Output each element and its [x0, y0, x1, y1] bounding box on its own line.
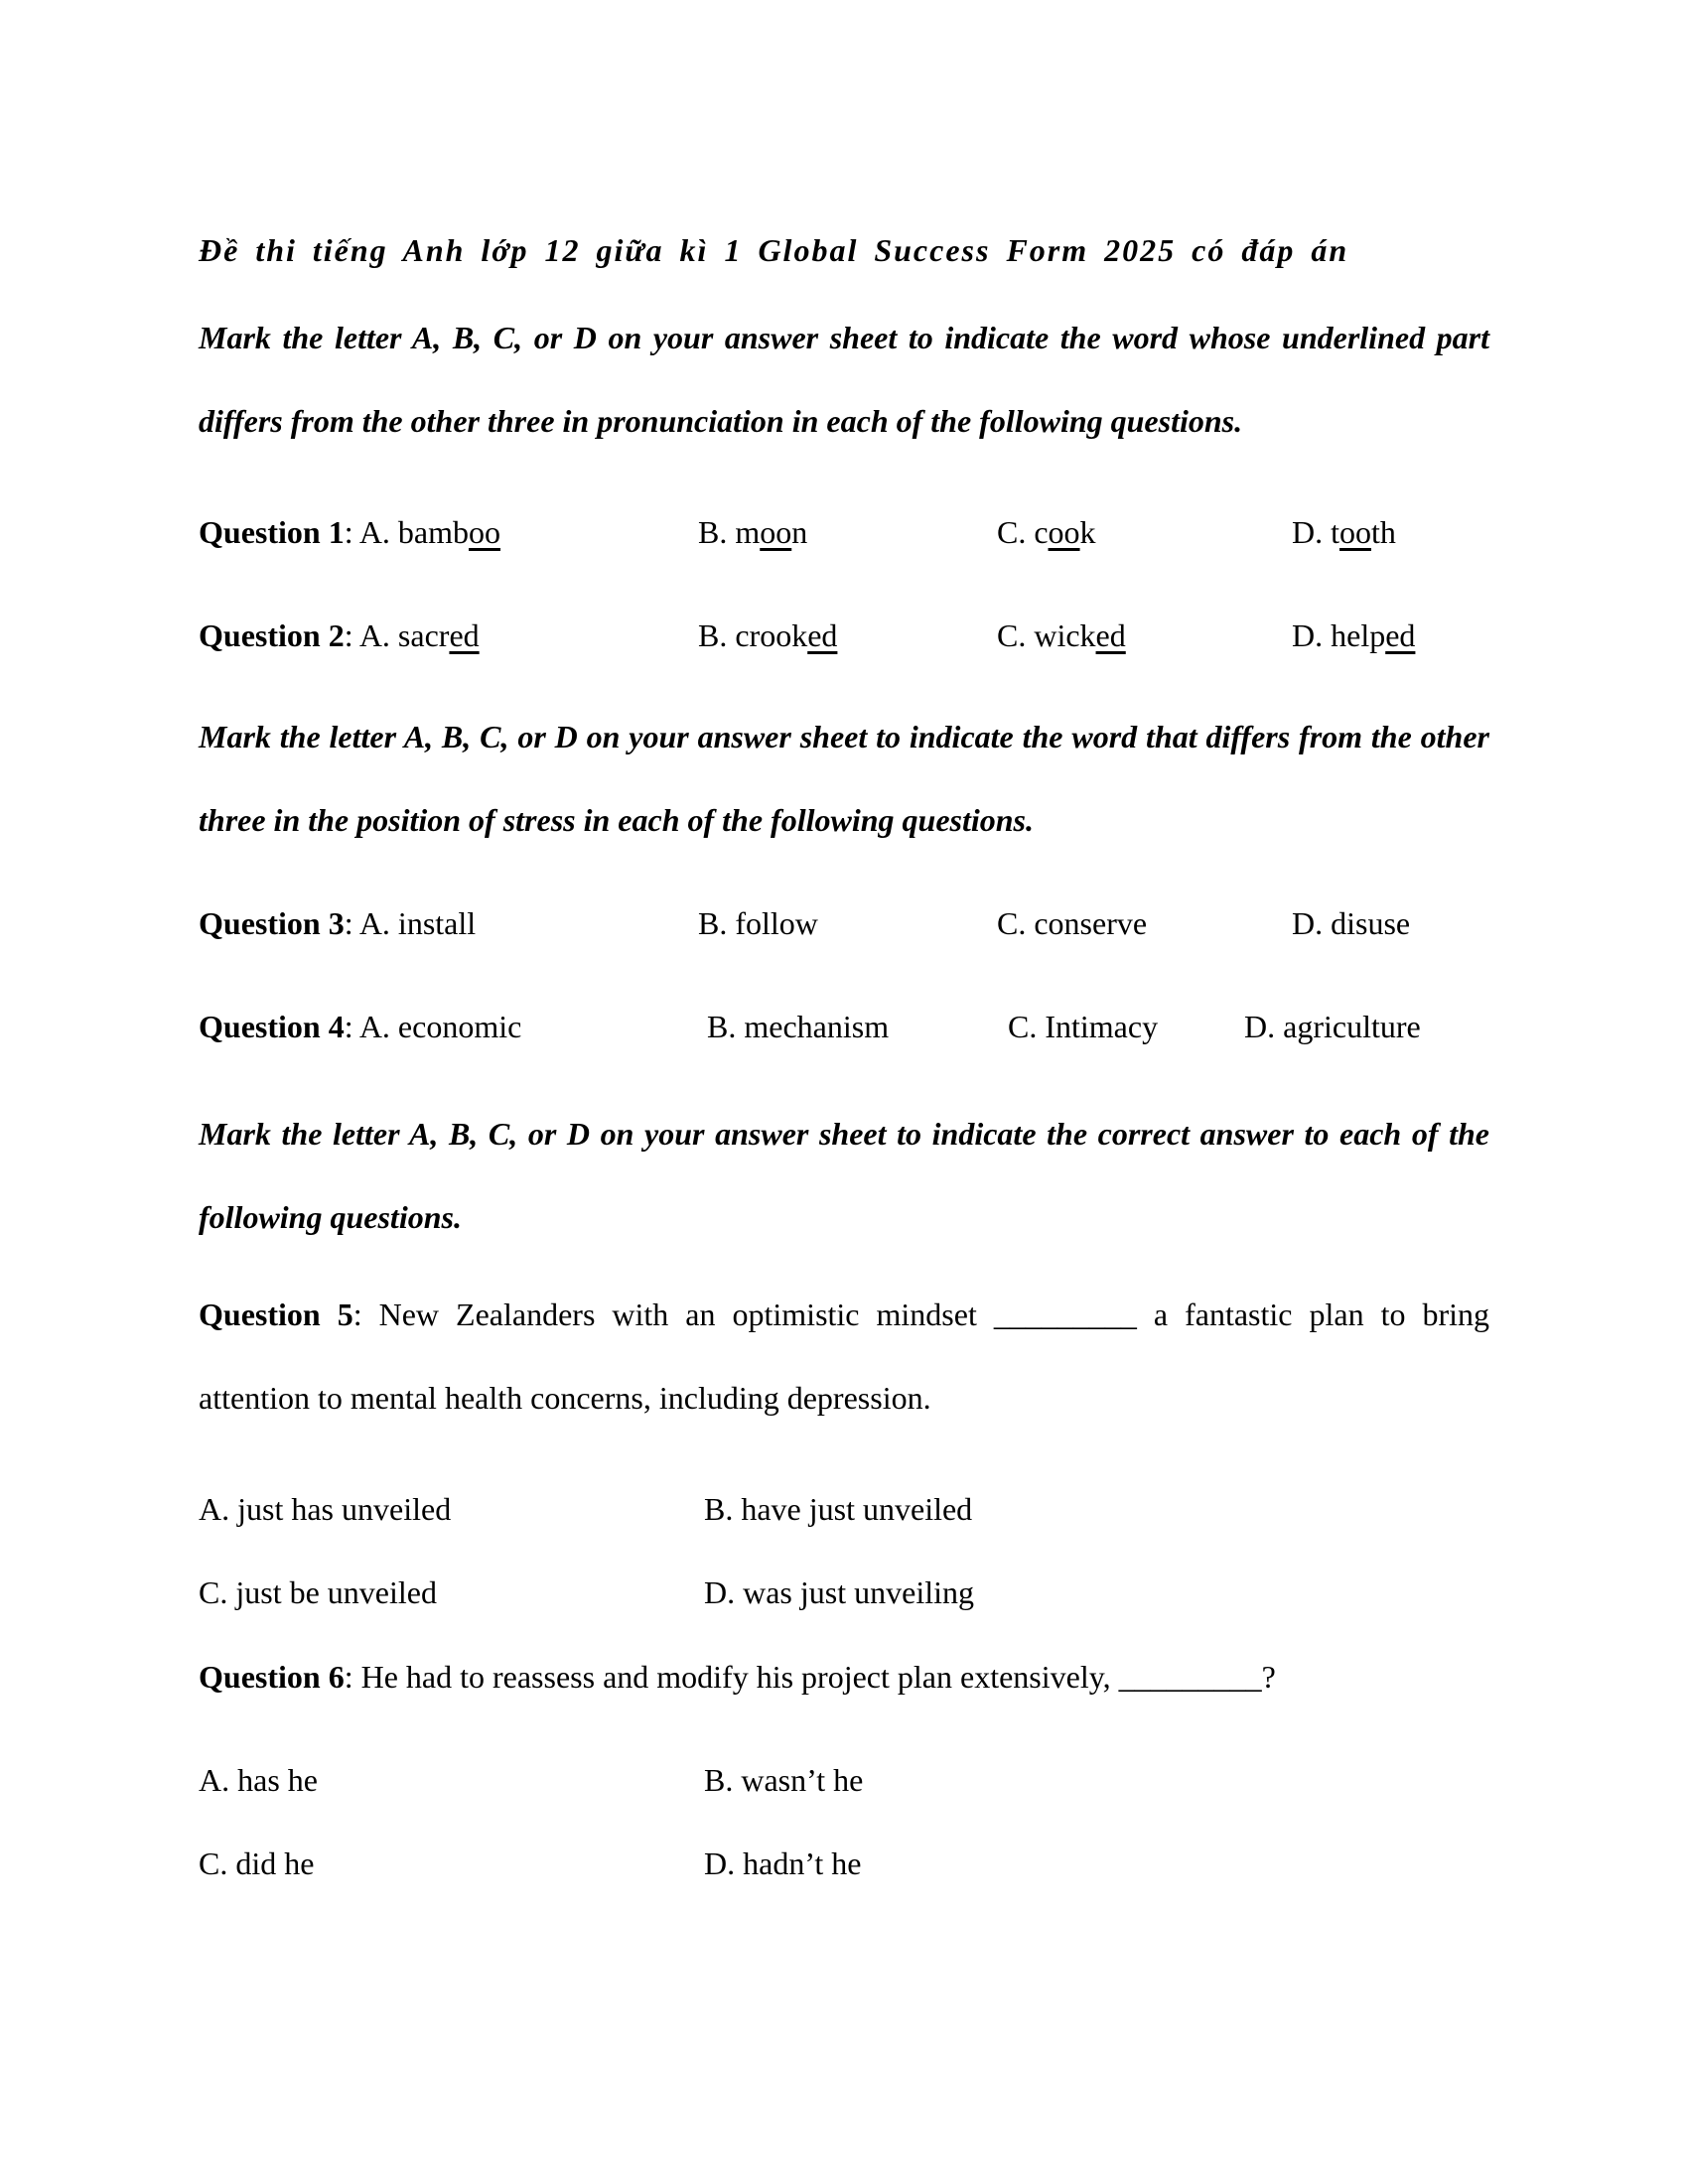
option-letter: A. — [358, 514, 390, 550]
question-3-option-a — [199, 882, 698, 965]
question-4-option-c — [1008, 985, 1244, 1068]
option-text: Intimacy — [1045, 1009, 1159, 1044]
colon: : — [344, 1009, 353, 1044]
option-letter: D. — [704, 1845, 736, 1881]
word-underlined: oo — [469, 514, 501, 550]
option-letter: C. — [199, 1845, 228, 1881]
question-5-label: Question 5 — [199, 1297, 353, 1332]
question-1-option-b — [698, 490, 997, 574]
question-1-option-d — [1292, 490, 1489, 574]
option-letter: A. — [199, 1491, 230, 1527]
option-letter: B. — [704, 1762, 734, 1798]
stem-text-after: ? — [1261, 1659, 1276, 1695]
colon: : — [344, 617, 353, 653]
question-4-label: Question 4 — [199, 1009, 345, 1044]
question-5-option-b — [704, 1467, 1489, 1551]
option-letter: D. — [1292, 617, 1324, 653]
stem-text-after: a fantastic plan to bring attention to mental health concerns, including depression. — [199, 1297, 1490, 1416]
question-3-option-c — [997, 882, 1292, 965]
option-letter: C. — [997, 905, 1027, 941]
option-letter: D. — [1244, 1009, 1276, 1044]
option-text: has he — [237, 1762, 318, 1798]
question-4-option-a — [199, 985, 707, 1068]
instruction-stress: Mark the letter A, B, C, or D on your answer sheet to indicate the word that differs from the other three in the position of stress in each of the following questions. — [199, 719, 1489, 838]
question-5-option-a — [199, 1467, 704, 1551]
option-letter: A. — [358, 617, 390, 653]
option-text: disuse — [1331, 905, 1411, 941]
option-text: just be unveiled — [235, 1574, 437, 1610]
option-text: have just unveiled — [741, 1491, 973, 1527]
option-letter: A. — [358, 905, 390, 941]
word-underlined: oo — [1048, 514, 1080, 550]
colon: : — [344, 514, 353, 550]
word-pre: wick — [1034, 617, 1096, 653]
question-6-option-a — [199, 1738, 704, 1822]
colon: : — [352, 1297, 362, 1332]
option-letter: B. — [698, 617, 728, 653]
question-3-label: Question 3 — [199, 905, 345, 941]
question-5-option-c — [199, 1551, 704, 1634]
word-post: n — [791, 514, 808, 550]
option-letter: D. — [1292, 514, 1324, 550]
option-letter: A. — [358, 1009, 390, 1044]
question-3-option-d — [1292, 882, 1489, 965]
colon: : — [344, 1659, 353, 1695]
question-5-stem — [199, 1273, 1489, 1439]
question-6-options-row-2 — [199, 1822, 1489, 1905]
word-pre: t — [1331, 514, 1339, 550]
question-5-options-row-1 — [199, 1467, 1489, 1551]
option-letter: A. — [199, 1762, 230, 1798]
option-letter: B. — [707, 1009, 737, 1044]
question-6-option-b — [704, 1738, 1489, 1822]
option-text: wasn’t he — [741, 1762, 864, 1798]
option-text: hadn’t he — [743, 1845, 862, 1881]
question-2-option-b — [698, 594, 997, 677]
question-2-option-a — [199, 594, 698, 677]
word-underlined: ed — [807, 617, 838, 653]
option-letter: B. — [704, 1491, 734, 1527]
option-letter: C. — [997, 617, 1027, 653]
page-title: Đề thi tiếng Anh lớp 12 giữa kì 1 Global Success Form 2025 có đáp án — [199, 232, 1349, 268]
option-text: did he — [235, 1845, 315, 1881]
word-post: th — [1371, 514, 1396, 550]
word-underlined: oo — [1339, 514, 1371, 550]
question-4-row — [199, 985, 1489, 1068]
option-letter: D. — [1292, 905, 1324, 941]
word-pre: c — [1034, 514, 1049, 550]
question-2-option-d — [1292, 594, 1489, 677]
instruction-correct-answer: Mark the letter A, B, C, or D on your answer sheet to indicate the correct answer to each of the following questions. — [199, 1116, 1489, 1235]
word-pre: crook — [735, 617, 808, 653]
question-1-row — [199, 490, 1489, 574]
question-3-row — [199, 882, 1489, 965]
instruction-pronunciation: Mark the letter A, B, C, or D on your answer sheet to indicate the word whose underlined part differs from the other three in pronunciation in each of the following questions. — [199, 320, 1489, 439]
stem-text-before: He had to reassess and modify his project plan extensively, — [360, 1659, 1111, 1695]
question-2-label: Question 2 — [199, 617, 345, 653]
word-pre: bamb — [397, 514, 470, 550]
option-text: economic — [397, 1009, 522, 1044]
colon: : — [344, 905, 353, 941]
answer-blank: _________ — [993, 1297, 1137, 1332]
word-pre: sacr — [397, 617, 450, 653]
option-letter: B. — [698, 514, 728, 550]
question-5-option-d — [704, 1551, 1489, 1634]
answer-blank: _________ — [1118, 1659, 1262, 1695]
word-underlined: ed — [449, 617, 480, 653]
option-letter: B. — [698, 905, 728, 941]
question-6-option-c — [199, 1822, 704, 1905]
word-underlined: ed — [1095, 617, 1126, 653]
option-letter: C. — [199, 1574, 228, 1610]
word-pre: help — [1331, 617, 1386, 653]
question-1-label: Question 1 — [199, 514, 345, 550]
option-text: install — [397, 905, 477, 941]
word-underlined: ed — [1385, 617, 1416, 653]
question-6-label: Question 6 — [199, 1659, 345, 1695]
stem-text-before: New Zealanders with an optimistic mindset — [378, 1297, 977, 1332]
option-letter: C. — [997, 514, 1027, 550]
question-1-option-a — [199, 490, 698, 574]
question-4-option-b — [707, 985, 1008, 1068]
question-5-options-row-2 — [199, 1551, 1489, 1634]
question-3-option-b — [698, 882, 997, 965]
question-4-option-d — [1244, 985, 1489, 1068]
option-letter: D. — [704, 1574, 736, 1610]
option-text: follow — [735, 905, 818, 941]
question-2-row — [199, 594, 1489, 677]
option-text: mechanism — [744, 1009, 890, 1044]
option-letter: C. — [1008, 1009, 1038, 1044]
question-6-stem — [199, 1635, 1489, 1718]
question-1-option-c — [997, 490, 1292, 574]
word-underlined: oo — [760, 514, 792, 550]
word-post: k — [1079, 514, 1096, 550]
option-text: was just unveiling — [743, 1574, 974, 1610]
question-6-options-row-1 — [199, 1738, 1489, 1822]
option-text: agriculture — [1283, 1009, 1421, 1044]
question-2-option-c — [997, 594, 1292, 677]
word-pre: m — [735, 514, 761, 550]
option-text: just has unveiled — [237, 1491, 452, 1527]
question-6-option-d — [704, 1822, 1489, 1905]
option-text: conserve — [1034, 905, 1148, 941]
